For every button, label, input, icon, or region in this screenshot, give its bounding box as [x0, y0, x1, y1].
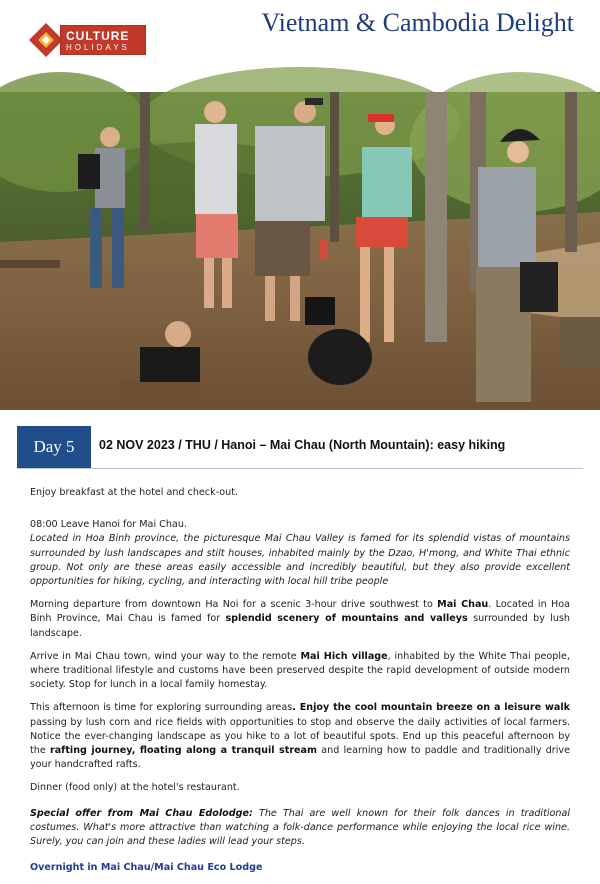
p2-a: Arrive in Mai Chau town, wind your way to the remote [30, 650, 301, 662]
logo-text-culture: CULTURE [66, 29, 130, 43]
paragraph-morning [30, 598, 570, 641]
day-divider [17, 468, 583, 469]
p1-a: Morning departure from downtown Ha Noi for a scenic 3-hour drive southwest to [30, 599, 438, 611]
p3-e: and learning how to paddle and traditionally drive your handcrafted rafts. [30, 745, 571, 771]
culture-holidays-logo[interactable] [28, 20, 144, 64]
tour-title: Vietnam & Cambodia Delight [261, 8, 574, 37]
p3-d: rafting journey, floating along a tranquil stream [49, 745, 318, 757]
dinner-text: Dinner (food only) at the hotel's restaurant. [30, 782, 240, 794]
offer-text: The Thai are well known for their folk dances in traditional costumes. What's more attractive than watching a folk-dance performance while enjoying the local rice wine. Surely, you can join and these ladies will lead your steps. [30, 807, 571, 848]
p1-c: . Located in Hoa Binh Province, Mai Chau is famed for [30, 599, 570, 625]
spacer [30, 509, 570, 518]
day-heading: 02 NOV 2023 / THU / Hanoi – Mai Chau (North Mountain): easy hiking [99, 438, 506, 452]
overnight-text: Overnight in Mai Chau/Mai Chau Eco Lodge [30, 862, 263, 874]
intro-paragraph: Located in Hoa Binh province, the picturesque Mai Chau Valley is famed for its splendid vistas of mountains surrounded by lush landscapes and stilt houses, inhabited mainly by the Dzao, H'mong, and White Thai ethnic group. Not only are these areas easily accessible and incredibly beautiful, but they also provide excellent opportunities for hiking, cycling, and interacting with local hill tribe people [30, 533, 570, 588]
p2-b: Mai Hich village [300, 650, 388, 662]
logo-wordmark [60, 25, 146, 55]
p3-a: This afternoon is time for exploring surrounding areas [30, 702, 293, 714]
hiking-group-photo [0, 92, 600, 410]
p1-e: surrounded by lush landscape. [30, 613, 571, 639]
p3-c: passing by lush corn and rice fields with opportunities to stop and observe the daily activities of local farmers. Notice the ever-changing landscape as you hike to a lot of beautiful spots. End up this peaceful afternoon by the [30, 716, 570, 757]
breakfast-text: Enjoy breakfast at the hotel and check-out. [30, 487, 239, 498]
special-offer [30, 807, 570, 850]
p1-d: splendid scenery of mountains and valleys [225, 613, 468, 625]
day-badge: Day 5 [17, 426, 91, 468]
offer-label: Special offer from Mai Chau Edolodge: [30, 807, 253, 819]
logo-text-holidays: HOLIDAYS [66, 43, 130, 52]
itinerary-content [30, 486, 570, 884]
p1-b: Mai Chau [437, 599, 489, 611]
paragraph-arrival [30, 650, 570, 693]
leave-text: 08:00 Leave Hanoi for Mai Chau. [30, 519, 187, 531]
p3-b: . Enjoy the cool mountain breeze on a leisure walk [292, 702, 570, 714]
p2-c: , inhabited by the White Thai people, where traditional lifestyle and customs have been preserved despite the rapid development of outside modern society. Stop for lunch in a local family homestay. [30, 650, 570, 691]
paragraph-afternoon [30, 701, 570, 772]
logo-diamond-icon [28, 22, 64, 58]
